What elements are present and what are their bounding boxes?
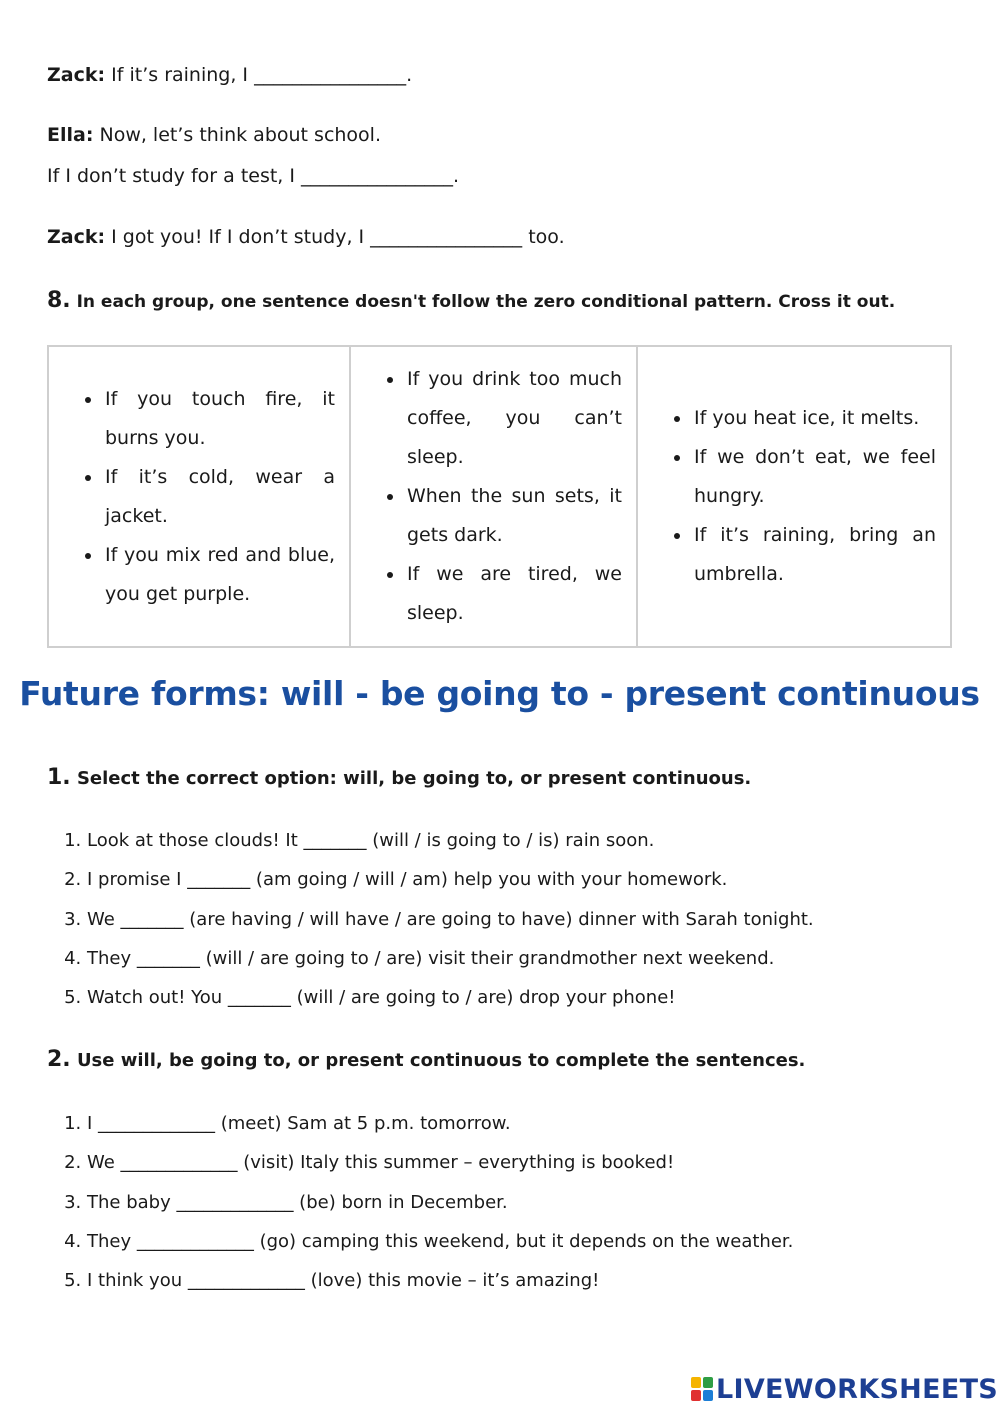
- list-item[interactable]: 2. We _____________ (visit) Italy this summer – everything is booked!: [87, 1143, 999, 1182]
- logo-text: LIVEWORKSHEETS: [716, 1373, 999, 1405]
- exercise-8-heading: [47, 288, 895, 313]
- list-item[interactable]: 1. Look at those clouds! It _______ (will / is going to / is) rain soon.: [87, 821, 999, 860]
- group-sentence[interactable]: • If we don’t eat, we feel hungry.: [692, 438, 936, 516]
- list-item[interactable]: 5. I think you _____________ (love) this movie – it’s amazing!: [87, 1261, 999, 1300]
- group-sentence[interactable]: • If it’s cold, wear a jacket.: [103, 458, 335, 536]
- exercise-number: 8.: [47, 288, 71, 313]
- exercise-number: 1.: [47, 765, 71, 790]
- speaker-name: Zack:: [47, 64, 106, 86]
- exercise-1-list: [47, 821, 999, 1017]
- sentence-group-3: [637, 346, 951, 647]
- liveworksheets-logo[interactable]: [690, 1374, 998, 1404]
- exercise-2-heading: [47, 1047, 805, 1072]
- group-sentence[interactable]: • If it’s raining, bring an umbrella.: [692, 516, 936, 594]
- dialogue-line-zack-1: [47, 64, 412, 86]
- speaker-name: Zack:: [47, 226, 106, 248]
- list-item[interactable]: 4. They _______ (will / are going to / are) visit their grandmother next weekend.: [87, 939, 999, 978]
- group-sentence[interactable]: • If you mix red and blue, you get purple.: [103, 536, 335, 614]
- sentence-group-1: [48, 346, 350, 647]
- dialogue-line-zack-2: [47, 226, 565, 248]
- exercise-1-heading: [47, 765, 751, 790]
- exercise-instruction: In each group, one sentence doesn't follow the zero conditional pattern. Cross it out.: [70, 292, 896, 312]
- sentence-groups-table: [47, 345, 952, 648]
- sentence-group-2: [350, 346, 637, 647]
- list-item[interactable]: 3. The baby _____________ (be) born in December.: [87, 1183, 999, 1222]
- dialogue-text: Now, let’s think about school.: [93, 124, 381, 146]
- list-item[interactable]: 2. I promise I _______ (am going / will / am) help you with your homework.: [87, 860, 999, 899]
- dialogue-text: If I don’t study for a test, I ________________.: [47, 165, 460, 187]
- dialogue-text: I got you! If I don’t study, I ________________ too.: [105, 226, 565, 248]
- speaker-name: Ella:: [47, 124, 94, 146]
- list-item[interactable]: 4. They _____________ (go) camping this weekend, but it depends on the weather.: [87, 1222, 999, 1261]
- list-item[interactable]: 1. I _____________ (meet) Sam at 5 p.m. tomorrow.: [87, 1104, 999, 1143]
- exercise-number: 2.: [47, 1047, 71, 1072]
- exercise-instruction: Use will, be going to, or present continuous to complete the sentences.: [70, 1050, 806, 1071]
- group-sentence[interactable]: • If you drink too much coffee, you can’t sleep.: [405, 360, 622, 477]
- list-item[interactable]: 3. We _______ (are having / will have / are going to have) dinner with Sarah tonight.: [87, 900, 999, 939]
- exercise-2-list: [47, 1104, 999, 1300]
- group-sentence[interactable]: • If you touch fire, it burns you.: [103, 380, 335, 458]
- group-sentence[interactable]: • When the sun sets, it gets dark.: [405, 477, 622, 555]
- list-item[interactable]: 5. Watch out! You _______ (will / are going to / are) drop your phone!: [87, 978, 999, 1017]
- section-title: Future forms: will - be going to - present continuous: [19, 674, 980, 713]
- dialogue-text: If it’s raining, I ________________.: [105, 64, 413, 86]
- group-sentence[interactable]: • If we are tired, we sleep.: [405, 555, 622, 633]
- liveworksheets-logo-icon: [690, 1376, 714, 1402]
- dialogue-line-ella-2: [47, 165, 459, 187]
- exercise-instruction: Select the correct option: will, be going to, or present continuous.: [70, 768, 752, 789]
- dialogue-line-ella-1: [47, 124, 381, 146]
- group-sentence[interactable]: • If you heat ice, it melts.: [692, 399, 936, 438]
